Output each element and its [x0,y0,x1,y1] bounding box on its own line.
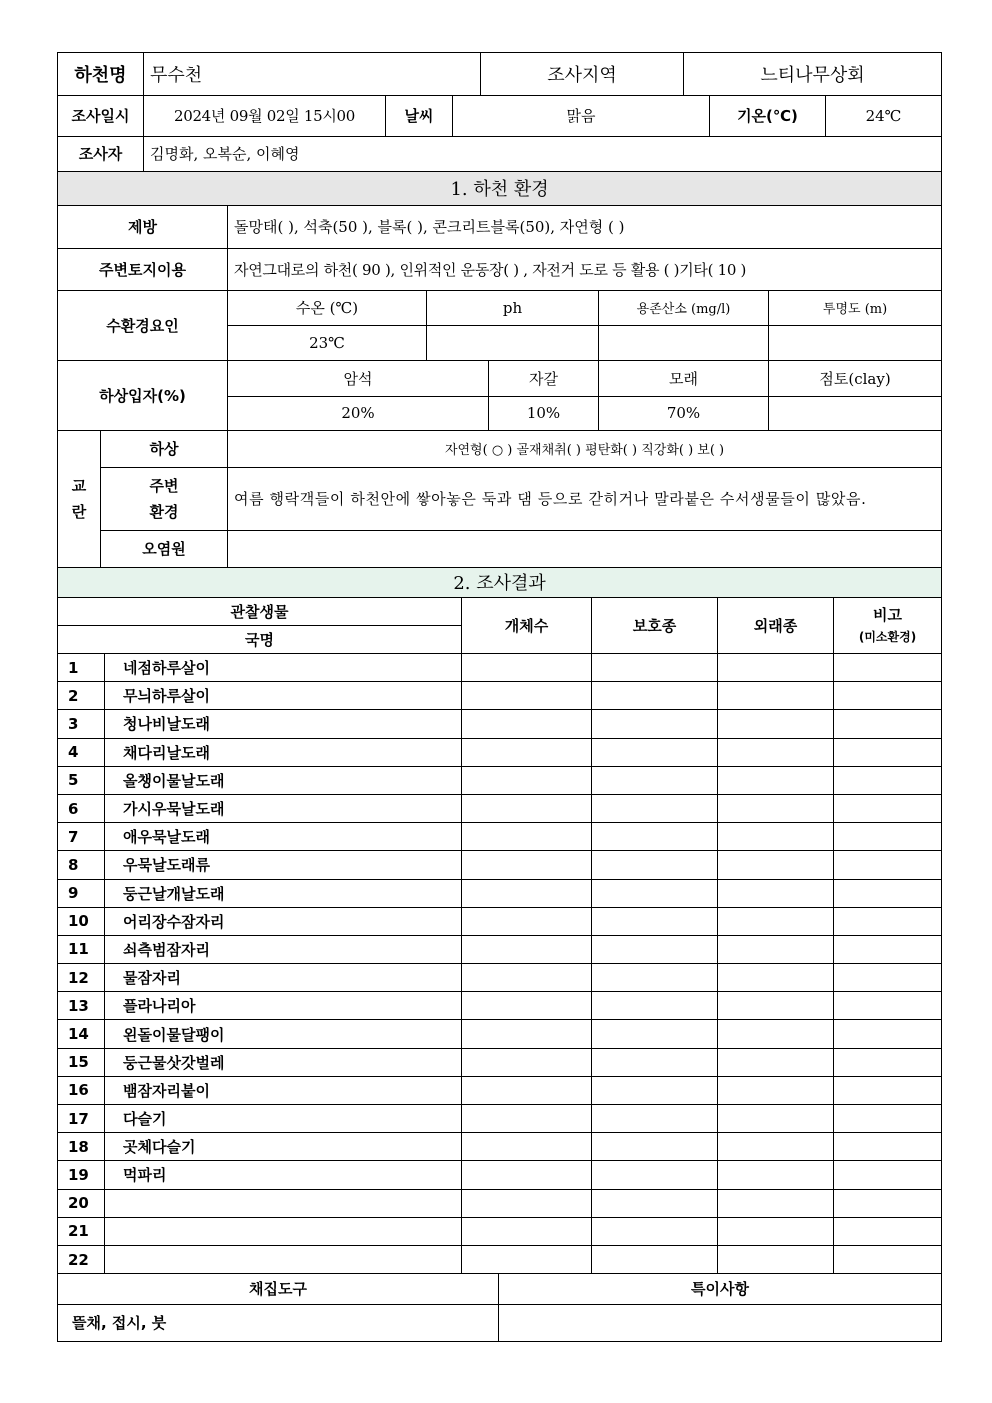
row-number: 18 [58,1133,105,1161]
species-name: 네점하루살이 [105,654,462,682]
table-row [58,907,942,935]
note-cell [834,851,942,879]
species-name: 쇠측범잠자리 [105,935,462,963]
date-label: 조사일시 [58,96,144,136]
table-row [58,1048,942,1076]
protected-cell [592,935,718,963]
row-number: 19 [58,1161,105,1189]
table-row [58,1161,942,1189]
count-cell [462,851,592,879]
note-cell [834,935,942,963]
row-number: 17 [58,1105,105,1133]
protected-cell [592,794,718,822]
count-cell [462,1105,592,1133]
alien-cell [718,907,834,935]
protected-cell [592,964,718,992]
alien-cell [718,682,834,710]
row-number: 2 [58,682,105,710]
landuse-value: 자연그대로의 하천( 90 ), 인위적인 운동장( ) , 자전거 도로 등 활용 ( )기타( 10 ) [228,248,942,290]
table-row [58,766,942,794]
protected-cell [592,823,718,851]
count-cell [462,738,592,766]
alien-cell [718,710,834,738]
results-table [57,568,942,1275]
table-row [58,1020,942,1048]
section2-title: 2. 조사결과 [58,568,942,598]
note-sub-label: (미소환경) [858,629,917,644]
alien-cell [718,1076,834,1104]
substrate-header-sand: 모래 [599,360,769,396]
species-name: 어리장수잠자리 [105,907,462,935]
alien-header: 외래종 [718,598,834,654]
note-label: 비고 [873,605,903,624]
note-cell [834,794,942,822]
alien-cell [718,935,834,963]
note-cell [834,992,942,1020]
species-name [105,1245,462,1273]
substrate-value-gravel: 10% [489,396,599,430]
count-cell [462,1217,592,1245]
table-row [58,879,942,907]
row-number: 13 [58,992,105,1020]
count-cell [462,823,592,851]
row-number: 10 [58,907,105,935]
protected-cell [592,1133,718,1161]
protected-header: 보호종 [592,598,718,654]
region-label: 조사지역 [481,53,684,96]
survey-sheet [57,52,941,1342]
water-header-clarity: 투명도 (m) [769,290,942,325]
embankment-label: 제방 [58,205,228,248]
weather-label: 날씨 [386,96,453,136]
remarks-label: 특이사항 [499,1274,942,1304]
alien-cell [718,1217,834,1245]
note-header [834,598,942,654]
tools-value: 뜰채, 접시, 붓 [58,1304,499,1341]
observed-label: 관찰생물 [58,598,462,626]
protected-cell [592,682,718,710]
water-value-do [599,325,769,360]
count-cell [462,935,592,963]
count-cell [462,992,592,1020]
species-name: 왼돌이물달팽이 [105,1020,462,1048]
note-cell [834,1048,942,1076]
row-number: 6 [58,794,105,822]
species-name: 둥근물삿갓벌레 [105,1048,462,1076]
count-header: 개체수 [462,598,592,654]
count-cell [462,964,592,992]
protected-cell [592,766,718,794]
substrate-label: 하상입자(%) [58,360,228,430]
table-row [58,1076,942,1104]
surround-label-line2: 환경 [149,502,179,521]
pollution-label: 오염원 [101,530,228,567]
row-number: 7 [58,823,105,851]
alien-cell [718,766,834,794]
table-row [58,1189,942,1217]
count-cell [462,1161,592,1189]
protected-cell [592,1048,718,1076]
row-number: 11 [58,935,105,963]
species-name: 채다리날도래 [105,738,462,766]
note-cell [834,1133,942,1161]
alien-cell [718,1133,834,1161]
species-name: 곳체다슬기 [105,1133,462,1161]
row-number: 8 [58,851,105,879]
substrate-header-rock: 암석 [228,360,489,396]
section1-title: 1. 하천 환경 [58,172,942,205]
protected-cell [592,992,718,1020]
count-cell [462,1020,592,1048]
species-name [105,1189,462,1217]
note-cell [834,766,942,794]
alien-cell [718,1161,834,1189]
river-name: 무수천 [144,53,481,96]
surround-label-line1: 주변 [149,476,179,495]
date-table [57,96,942,137]
note-cell [834,823,942,851]
row-number: 20 [58,1189,105,1217]
species-name: 먹파리 [105,1161,462,1189]
table-row [58,935,942,963]
weather-value: 맑음 [453,96,710,136]
species-name: 둥근날개날도래 [105,879,462,907]
landuse-label: 주변토지이용 [58,248,228,290]
note-cell [834,964,942,992]
bed-label: 하상 [101,430,228,467]
note-cell [834,1217,942,1245]
embankment-value: 돌망태( ), 석축(50 ), 블록( ), 콘크리트블록(50), 자연형 ( ) [228,205,942,248]
row-number: 21 [58,1217,105,1245]
species-name: 뱀잠자리붙이 [105,1076,462,1104]
protected-cell [592,1105,718,1133]
remarks-value [499,1304,942,1341]
protected-cell [592,710,718,738]
count-cell [462,1076,592,1104]
region-value: 느티나무상회 [684,53,942,96]
count-cell [462,1048,592,1076]
table-row [58,851,942,879]
temp-label: 기온(℃) [710,96,826,136]
note-cell [834,1020,942,1048]
species-name: 플라나리아 [105,992,462,1020]
alien-cell [718,879,834,907]
row-number: 15 [58,1048,105,1076]
row-number: 3 [58,710,105,738]
species-name: 청나비날도래 [105,710,462,738]
alien-cell [718,794,834,822]
count-cell [462,879,592,907]
note-cell [834,682,942,710]
species-name: 우묵날도래류 [105,851,462,879]
row-number: 22 [58,1245,105,1273]
count-cell [462,1189,592,1217]
footer-table [57,1274,942,1342]
count-cell [462,654,592,682]
species-name: 가시우묵날도래 [105,794,462,822]
species-list [58,654,942,1274]
disturbance-label: 교 란 [58,430,101,567]
surveyor-value: 김명화, 오복순, 이혜영 [144,137,942,172]
alien-cell [718,1105,834,1133]
row-number: 4 [58,738,105,766]
row-number: 14 [58,1020,105,1048]
row-number: 5 [58,766,105,794]
species-name: 애우묵날도래 [105,823,462,851]
table-row [58,1105,942,1133]
surveyor-table [57,137,942,173]
species-name: 다슬기 [105,1105,462,1133]
count-cell [462,682,592,710]
substrate-header-gravel: 자갈 [489,360,599,396]
table-row [58,654,942,682]
water-value-clarity [769,325,942,360]
header-table [57,52,942,96]
protected-cell [592,907,718,935]
protected-cell [592,738,718,766]
table-row [58,794,942,822]
note-cell [834,1189,942,1217]
water-value-temp: 23℃ [228,325,427,360]
alien-cell [718,823,834,851]
protected-cell [592,1217,718,1245]
protected-cell [592,654,718,682]
count-cell [462,710,592,738]
note-cell [834,710,942,738]
species-name: 올챙이물날도래 [105,766,462,794]
table-row [58,1217,942,1245]
alien-cell [718,851,834,879]
alien-cell [718,1048,834,1076]
alien-cell [718,1245,834,1273]
protected-cell [592,1189,718,1217]
table-row [58,710,942,738]
protected-cell [592,1020,718,1048]
surveyor-label: 조사자 [58,137,144,172]
row-number: 9 [58,879,105,907]
surround-value: 여름 행락객들이 하천안에 쌓아놓은 둑과 댐 등으로 갇히거나 말라붙은 수서생물들이 많았음. [228,467,942,530]
water-header-do: 용존산소 (mg/l) [599,290,769,325]
alien-cell [718,654,834,682]
note-cell [834,654,942,682]
row-number: 16 [58,1076,105,1104]
note-cell [834,1076,942,1104]
alien-cell [718,1020,834,1048]
alien-cell [718,738,834,766]
protected-cell [592,1076,718,1104]
date-value: 2024년 09월 02일 15시00 [144,96,386,136]
water-header-ph: ph [427,290,599,325]
table-row [58,1245,942,1273]
note-cell [834,907,942,935]
table-row [58,1133,942,1161]
note-cell [834,1105,942,1133]
section1-table [57,172,942,568]
count-cell [462,1245,592,1273]
table-row [58,964,942,992]
water-header-temp: 수온 (℃) [228,290,427,325]
alien-cell [718,964,834,992]
water-value-ph [427,325,599,360]
substrate-header-clay: 점토(clay) [769,360,942,396]
note-cell [834,1245,942,1273]
protected-cell [592,1245,718,1273]
count-cell [462,794,592,822]
substrate-value-sand: 70% [599,396,769,430]
alien-cell [718,1189,834,1217]
substrate-value-clay [769,396,942,430]
count-cell [462,907,592,935]
row-number: 12 [58,964,105,992]
species-name [105,1217,462,1245]
count-cell [462,766,592,794]
table-row [58,682,942,710]
table-row [58,738,942,766]
protected-cell [592,879,718,907]
pollution-value [228,530,942,567]
bed-value: 자연형( ○ ) 골재채취( ) 평탄화( ) 직강화( ) 보( ) [228,430,942,467]
surround-label [101,467,228,530]
river-label: 하천명 [58,53,144,96]
table-row [58,823,942,851]
water-label: 수환경요인 [58,290,228,360]
korean-name-header: 국명 [58,626,462,654]
tools-label: 채집도구 [58,1274,499,1304]
alien-cell [718,992,834,1020]
note-cell [834,1161,942,1189]
species-name: 무늬하루살이 [105,682,462,710]
species-name: 물잠자리 [105,964,462,992]
table-row [58,992,942,1020]
note-cell [834,738,942,766]
count-cell [462,1133,592,1161]
protected-cell [592,851,718,879]
row-number: 1 [58,654,105,682]
temp-value: 24℃ [826,96,942,136]
substrate-value-rock: 20% [228,396,489,430]
note-cell [834,879,942,907]
protected-cell [592,1161,718,1189]
